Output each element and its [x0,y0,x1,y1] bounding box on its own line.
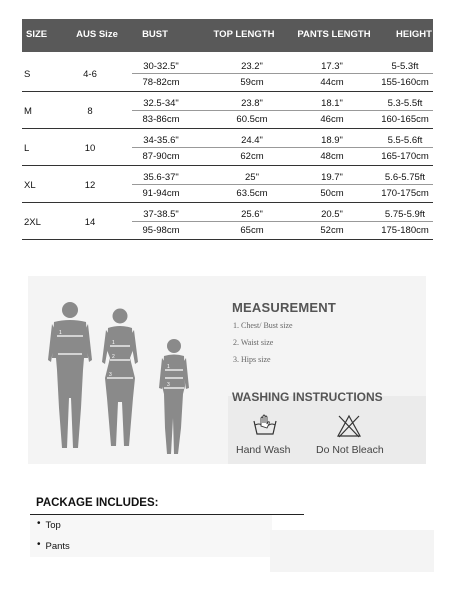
size-chart-body [22,55,433,240]
bust-inch-cell: 35.6-37" [143,172,179,183]
height-ft-cell: 5.3-5.5ft [387,98,423,109]
bust-cm-cell: 83-86cm [142,114,180,125]
top-length-cm-cell: 63.5cm [236,188,268,199]
hand-wash-icon [252,414,278,441]
size-chart-header [22,19,433,52]
size-chart-table [22,19,433,240]
row-inner-divider [132,73,433,74]
body-figures-illustration [40,298,210,458]
height-cm-cell: 165-170cm [381,151,429,162]
bust-cm-cell: 78-82cm [142,77,180,88]
measurement-item-waist: 2. Waist size [233,338,274,347]
top-length-inch-cell: 23.2" [241,61,263,72]
bust-cm-cell: 87-90cm [142,151,180,162]
row-inner-divider [132,184,433,185]
size-row-l [22,129,433,166]
pants-length-inch-cell: 18.1" [321,98,343,109]
package-shade-right [270,530,434,572]
size-cell: S [24,69,31,80]
figure-label-1: 1 [167,364,170,370]
header-pants-length: PANTS LENGTH [297,29,371,40]
package-divider [30,514,304,515]
row-inner-divider [132,147,433,148]
height-ft-cell: 5.6-5.75ft [384,172,426,183]
measurement-title: MEASUREMENT [232,300,337,315]
top-length-cm-cell: 60.5cm [236,114,268,125]
top-length-inch-cell: 23.8" [241,98,263,109]
height-cm-cell: 160-165cm [381,114,429,125]
size-cell: XL [24,180,36,191]
measurement-panel [28,276,426,464]
package-item-label: Top [45,520,61,531]
child-silhouette [159,339,189,454]
height-ft-cell: 5.75-5.9ft [384,209,426,220]
package-item-top [37,520,61,531]
figure-label-3: 3 [109,372,112,378]
figure-label-1: 1 [59,330,62,336]
size-cell: M [24,106,32,117]
woman-silhouette [102,309,138,447]
bullet: • [37,518,41,529]
aus-size-cell: 4-6 [83,69,97,80]
row-inner-divider [132,110,433,111]
pants-length-inch-cell: 20.5" [321,209,343,220]
bust-cm-cell: 91-94cm [142,188,180,199]
pants-length-inch-cell: 17.3" [321,61,343,72]
package-item-label: Pants [45,541,70,552]
pants-length-cm-cell: 48cm [320,151,344,162]
height-cm-cell: 170-175cm [381,188,429,199]
header-aus-size: AUS Size [76,29,118,40]
row-inner-divider [132,221,433,222]
size-row-s [22,55,433,92]
height-cm-cell: 155-160cm [381,77,429,88]
height-ft-cell: 5.5-5.6ft [387,135,423,146]
measurement-item-chest: 1. Chest/ Bust size [233,321,293,330]
pants-length-cm-cell: 50cm [320,188,344,199]
height-ft-cell: 5-5.3ft [391,61,419,72]
bust-inch-cell: 37-38.5" [143,209,179,220]
aus-size-cell: 14 [84,217,96,228]
pants-length-inch-cell: 19.7" [321,172,343,183]
size-row-2xl [22,203,433,240]
do-not-bleach-icon [336,414,362,443]
pants-length-cm-cell: 46cm [320,114,344,125]
bust-inch-cell: 34-35.6" [143,135,179,146]
size-row-m [22,92,433,129]
top-length-inch-cell: 24.4" [241,135,263,146]
top-length-cm-cell: 59cm [240,77,264,88]
body-silhouettes [40,298,210,458]
pants-length-inch-cell: 18.9" [321,135,343,146]
aus-size-cell: 12 [84,180,96,191]
measurement-item-hips: 3. Hips size [233,355,271,364]
size-cell: L [24,143,30,154]
figure-label-1: 1 [112,340,115,346]
header-height: HEIGHT [396,29,432,40]
bullet: • [37,539,41,550]
figure-label-2: 2 [112,354,115,360]
top-length-inch-cell: 25" [245,172,259,183]
height-cm-cell: 175-180cm [381,225,429,236]
top-length-cm-cell: 65cm [240,225,264,236]
hand-wash-label: Hand Wash [236,444,291,456]
top-length-cm-cell: 62cm [240,151,264,162]
aus-size-cell: 8 [87,106,93,117]
bust-cm-cell: 95-98cm [142,225,180,236]
man-silhouette [48,302,92,448]
pants-length-cm-cell: 52cm [320,225,344,236]
bust-inch-cell: 30-32.5" [143,61,179,72]
header-bust: BUST [142,29,168,40]
package-includes-title: PACKAGE INCLUDES: [36,497,159,509]
package-item-pants [37,541,70,552]
aus-size-cell: 10 [84,143,96,154]
size-cell: 2XL [24,217,41,228]
pants-length-cm-cell: 44cm [320,77,344,88]
header-size: SIZE [26,29,48,40]
top-length-inch-cell: 25.6" [241,209,263,220]
header-top-length: TOP LENGTH [213,29,275,40]
do-not-bleach-label: Do Not Bleach [316,444,384,456]
size-row-xl [22,166,433,203]
figure-label-3: 3 [167,382,170,388]
washing-instructions-title: WASHING INSTRUCTIONS [232,390,383,404]
bust-inch-cell: 32.5-34" [143,98,179,109]
